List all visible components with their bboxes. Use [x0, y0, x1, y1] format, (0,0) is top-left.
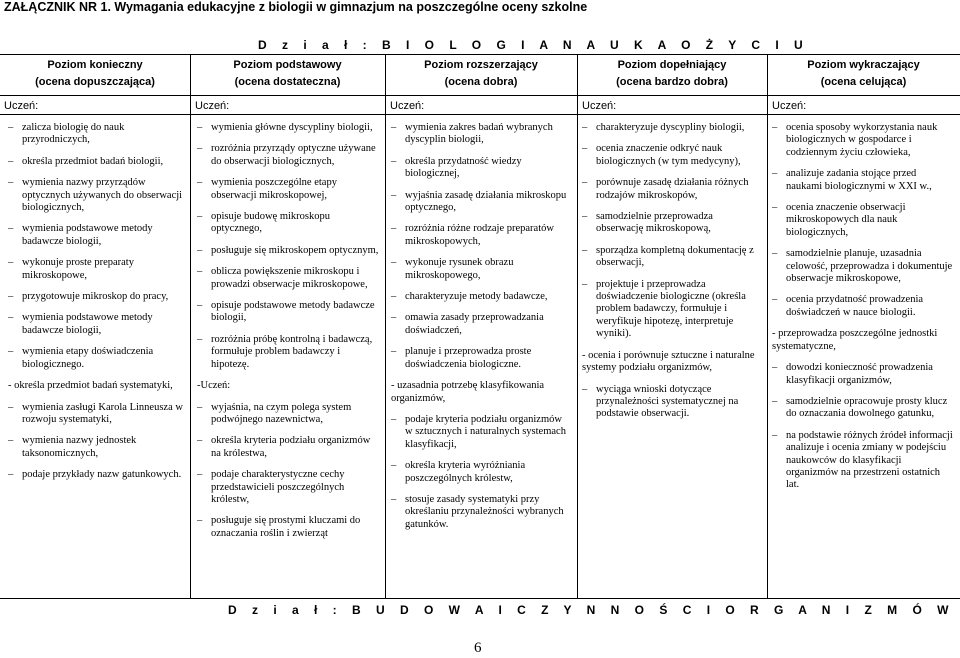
level-label: Poziom rozszerzający	[424, 59, 538, 71]
grade-label: (ocena dopuszczająca)	[35, 76, 155, 88]
uczen-label: Uczeń:	[390, 100, 425, 112]
bullet-dash: –	[772, 294, 778, 306]
list-item-text: rozróżnia przyrządy optyczne używane do obserwacji biologicznych,	[211, 143, 376, 167]
list-item-text: opisuje budowę mikroskopu optycznego,	[211, 211, 330, 235]
bullet-dash: –	[197, 143, 203, 155]
bullet-dash: –	[197, 401, 203, 413]
bullet-dash: –	[197, 211, 203, 223]
attachment-title: ZAŁĄCZNIK NR 1. Wymagania edukacyjne z biologii w gimnazjum na poszczególne oceny szkolne	[4, 0, 588, 14]
bullet-dash: –	[772, 202, 778, 214]
list-item-text: opisuje podstawowe metody badawcze biologii,	[211, 300, 375, 324]
column-header	[0, 57, 190, 91]
list-item-text: określa kryteria wyróżniania poszczególnych królestw,	[405, 460, 526, 484]
list-item-text: - przeprowadza poszczególne jednostki systematyczne,	[772, 328, 938, 352]
list-item	[772, 430, 954, 492]
bullet-dash: –	[197, 122, 203, 133]
bullet-dash: –	[8, 469, 14, 481]
list-item	[8, 435, 184, 460]
list-item	[391, 223, 571, 248]
list-item	[8, 122, 184, 147]
list-item-text: samodzielnie przeprowadza obserwację mikroskopową,	[596, 211, 713, 235]
list-item	[8, 223, 184, 248]
list-item	[772, 328, 954, 353]
level-label: Poziom konieczny	[47, 59, 143, 71]
list-item	[582, 279, 761, 341]
bullet-dash: –	[391, 189, 397, 201]
list-item-text: oblicza powiększenie mikroskopu i prowadzi obserwacje mikroskopowe,	[211, 266, 368, 290]
grade-label: (ocena dobra)	[444, 76, 518, 88]
list-item	[582, 245, 761, 270]
list-item-text: posługuje się prostymi kluczami do oznaczania roślin i zwierząt	[211, 515, 361, 539]
requirements-list	[772, 122, 954, 501]
list-item-text: określa przydatność wiedzy biologicznej,	[405, 155, 522, 180]
bullet-dash: –	[772, 248, 778, 260]
bullet-dash: –	[197, 515, 203, 527]
list-item	[197, 515, 379, 540]
bullet-dash: –	[8, 122, 14, 133]
list-item-text: podaje charakterystyczne cechy przedstawicieli poszczególnych królestw,	[211, 469, 345, 505]
list-item-text: wymienia zakres badań wybranych dyscyplin biologii,	[405, 122, 553, 146]
bullet-dash: –	[772, 362, 778, 374]
list-item-text: ocenia znaczenie obserwacji mikroskopowych dla nauk biologicznych,	[786, 202, 906, 238]
list-item	[8, 312, 184, 337]
section-heading-bottom: D z i a ł : B U D O W A I C Z Y N N O Ś C I O R G A N I Z M Ó W	[228, 603, 955, 617]
list-item-text: porównuje zasadę działania różnych rodzajów mikroskopów,	[596, 177, 749, 201]
bullet-dash: –	[772, 429, 778, 441]
list-item	[391, 291, 571, 303]
list-item	[8, 156, 184, 168]
list-item-text: wykonuje rysunek obrazu mikroskopowego,	[405, 257, 514, 281]
list-item-text: rozróżnia różne rodzaje preparatów mikroskopowych,	[405, 223, 554, 247]
requirements-list	[582, 122, 761, 430]
list-item	[197, 143, 379, 168]
uczen-label: Uczeń:	[582, 100, 617, 112]
list-item	[197, 380, 379, 392]
requirements-list	[391, 122, 571, 540]
list-item	[197, 435, 379, 460]
list-item	[8, 346, 184, 371]
list-item-text: stosuje zasady systematyki przy określaniu przynależności wybranych gatunków.	[405, 493, 564, 530]
list-item-text: rozróżnia próbę kontrolną i badawczą, formułuje problem badawczy i hipotezę.	[211, 333, 373, 370]
list-item	[391, 346, 571, 371]
list-item-text: wymienia poszczególne etapy obserwacji mikroskopowej,	[211, 177, 337, 201]
list-item	[391, 190, 571, 215]
list-item	[197, 469, 379, 506]
list-item-text: projektuje i przeprowadza doświadczenie biologiczne (określa problem badawczy, formułuje i weryfikuje hipotezę, interpretuje wyniki).	[596, 278, 746, 340]
uczen-row-rule	[0, 114, 960, 115]
bullet-dash: –	[8, 291, 14, 303]
list-item	[197, 402, 379, 427]
list-item	[582, 211, 761, 236]
column-divider	[767, 54, 768, 598]
bullet-dash: –	[582, 177, 588, 189]
bullet-dash: –	[8, 312, 14, 324]
list-item	[772, 294, 954, 319]
bullet-dash: –	[391, 155, 397, 167]
bullet-dash: –	[197, 300, 203, 312]
list-item	[582, 384, 761, 421]
bullet-dash: –	[772, 395, 778, 407]
list-item-text: na podstawie różnych źródeł informacji analizuje i ocenia zmiany w podejściu naukowców do klasyfikacji organizmów na przestrzeni ostatnich lat.	[786, 429, 953, 491]
column-divider	[385, 54, 386, 598]
list-item-text: charakteryzuje dyscypliny biologii,	[596, 122, 745, 133]
list-item	[391, 494, 571, 531]
list-item-text: charakteryzuje metody badawcze,	[405, 291, 548, 303]
list-item-text: ocenia przydatność prowadzenia doświadczeń w nauce biologii.	[786, 294, 924, 318]
list-item-text: posługuje się mikroskopem optycznym,	[211, 244, 379, 256]
list-item-text: wymienia główne dyscypliny biologii,	[211, 122, 373, 133]
list-item-text: podaje przykłady nazw gatunkowych.	[22, 469, 182, 481]
list-item-text: - określa przedmiot badań systematyki,	[8, 380, 173, 392]
grade-label: (ocena celująca)	[820, 76, 907, 88]
list-item	[582, 122, 761, 134]
bullet-dash: –	[391, 413, 397, 425]
list-item	[772, 248, 954, 285]
list-item	[8, 469, 184, 481]
bullet-dash: –	[391, 291, 397, 303]
list-item	[391, 122, 571, 147]
list-item	[8, 257, 184, 282]
bullet-dash: –	[391, 122, 397, 133]
list-item-text: określa przedmiot badań biologii,	[22, 155, 164, 167]
list-item-text: wykonuje proste preparaty mikroskopowe,	[22, 257, 134, 281]
list-item	[772, 168, 954, 193]
list-item-text: wymienia podstawowe metody badawcze biologii,	[22, 223, 153, 247]
list-item-text: podaje kryteria podziału organizmów w sztucznych i naturalnych systemach klasyfikacji,	[405, 413, 566, 450]
bullet-dash: –	[8, 223, 14, 235]
column-header	[385, 57, 577, 91]
level-label: Poziom wykraczający	[807, 59, 920, 71]
list-item	[772, 202, 954, 239]
uczen-label: Uczeń:	[4, 100, 39, 112]
bullet-dash: –	[197, 266, 203, 278]
list-item-text: wymienia podstawowe metody badawcze biologii,	[22, 312, 153, 336]
bullet-dash: –	[391, 493, 397, 505]
list-item-text: wymienia zasługi Karola Linneusza w rozwoju systematyki,	[22, 401, 183, 425]
bullet-dash: –	[8, 435, 14, 447]
list-item	[582, 143, 761, 168]
list-item	[772, 362, 954, 387]
bullet-dash: –	[772, 168, 778, 180]
list-item-text: wymienia nazwy jednostek taksonomicznych,	[22, 435, 137, 459]
list-item-text: omawia zasady przeprowadzania doświadczeń,	[405, 312, 544, 336]
list-item-text: ocenia znaczenie odkryć nauk biologicznych (w tym medycyny),	[596, 143, 741, 167]
list-item	[197, 334, 379, 371]
bullet-dash: –	[391, 257, 397, 269]
column-divider	[190, 54, 191, 598]
column-header	[767, 57, 960, 91]
bullet-dash: –	[197, 469, 203, 481]
list-item	[8, 177, 184, 214]
list-item	[197, 122, 379, 134]
bullet-dash: –	[582, 244, 588, 256]
bullet-dash: –	[8, 177, 14, 189]
list-item-text: zalicza biologię do nauk przyrodniczych,	[22, 122, 125, 146]
list-item	[197, 245, 379, 257]
list-item-text: sporządza kompletną dokumentację z obserwacji,	[596, 244, 754, 269]
bullet-dash: –	[391, 312, 397, 324]
level-label: Poziom dopełniający	[617, 59, 727, 71]
list-item-text: - uzasadnia potrzebę klasyfikowania organizmów,	[391, 380, 545, 404]
bullet-dash: –	[197, 333, 203, 345]
list-item-text: analizuje zadania stojące przed naukami biologicznymi w XXI w.,	[786, 168, 932, 192]
list-item-text: wyjaśnia zasadę działania mikroskopu optycznego,	[405, 189, 567, 214]
requirements-list	[8, 122, 184, 491]
list-item	[391, 312, 571, 337]
header-top-rule	[0, 54, 960, 55]
list-item	[391, 257, 571, 282]
bullet-dash: –	[582, 143, 588, 155]
grade-label: (ocena dostateczna)	[234, 76, 341, 88]
list-item-text: samodzielnie opracowuje prosty klucz do oznaczania dowolnego gatunku,	[786, 395, 948, 420]
bullet-dash: –	[582, 211, 588, 223]
bullet-dash: –	[391, 223, 397, 235]
list-item	[197, 300, 379, 325]
bullet-dash: –	[197, 244, 203, 256]
bullet-dash: –	[582, 122, 588, 133]
list-item-text: wyciąga wnioski dotyczące przynależności systematycznej na podstawie obserwacji.	[596, 383, 739, 420]
bullet-dash: –	[8, 401, 14, 413]
list-item-text: planuje i przeprowadza proste doświadczenia biologiczne.	[405, 346, 532, 370]
bullet-dash: –	[772, 122, 778, 133]
list-item	[391, 156, 571, 181]
column-header	[190, 57, 385, 91]
bullet-dash: –	[391, 346, 397, 358]
column-divider	[577, 54, 578, 598]
bullet-dash: –	[197, 177, 203, 189]
list-item	[582, 350, 761, 375]
list-item	[391, 460, 571, 485]
bullet-dash: –	[391, 460, 397, 472]
grade-label: (ocena bardzo dobra)	[616, 76, 728, 88]
list-item	[582, 177, 761, 202]
list-item-text: -Uczeń:	[197, 380, 231, 392]
list-item-text: ocenia sposoby wykorzystania nauk biologicznych w gospodarce i codziennym życiu człowieka,	[786, 122, 938, 158]
uczen-label: Uczeń:	[772, 100, 807, 112]
list-item-text: dowodzi konieczność prowadzenia klasyfikacji organizmów,	[786, 362, 933, 386]
list-item-text: wymienia nazwy przyrządów optycznych używanych do obserwacji biologicznych,	[22, 177, 183, 214]
list-item-text: przygotowuje mikroskop do pracy,	[22, 291, 169, 303]
uczen-label: Uczeń:	[195, 100, 230, 112]
list-item	[772, 122, 954, 159]
list-item-text: samodzielnie planuje, uzasadnia celowość, przeprowadza i dokumentuje obserwacje mikroskopowe,	[786, 248, 953, 285]
list-item	[391, 380, 571, 405]
bullet-dash: –	[8, 257, 14, 269]
bullet-dash: –	[582, 383, 588, 395]
list-item	[772, 396, 954, 421]
bullet-dash: –	[582, 278, 588, 290]
list-item-text: - ocenia i porównuje sztuczne i naturalne systemy podziału organizmów,	[582, 349, 755, 374]
bullet-dash: –	[8, 346, 14, 358]
bullet-dash: –	[8, 155, 14, 167]
list-item-text: określa kryteria podziału organizmów na królestwa,	[211, 435, 371, 459]
level-label: Poziom podstawowy	[233, 59, 342, 71]
header-bottom-rule	[0, 95, 960, 96]
table-bottom-rule	[0, 598, 960, 599]
list-item	[8, 291, 184, 303]
list-item	[8, 402, 184, 427]
page-number: 6	[474, 640, 482, 656]
list-item	[197, 211, 379, 236]
list-item-text: wymienia etapy doświadczenia biologicznego.	[22, 346, 154, 370]
requirements-list	[197, 122, 379, 549]
list-item-text: wyjaśnia, na czym polega system podwójnego nazewnictwa,	[211, 401, 352, 425]
list-item	[8, 380, 184, 392]
column-header	[577, 57, 767, 91]
list-item	[391, 414, 571, 451]
list-item	[197, 177, 379, 202]
list-item	[197, 266, 379, 291]
section-heading-top: D z i a ł : B I O L O G I A N A U K A O Ż Y C I U	[258, 38, 809, 52]
bullet-dash: –	[197, 435, 203, 447]
